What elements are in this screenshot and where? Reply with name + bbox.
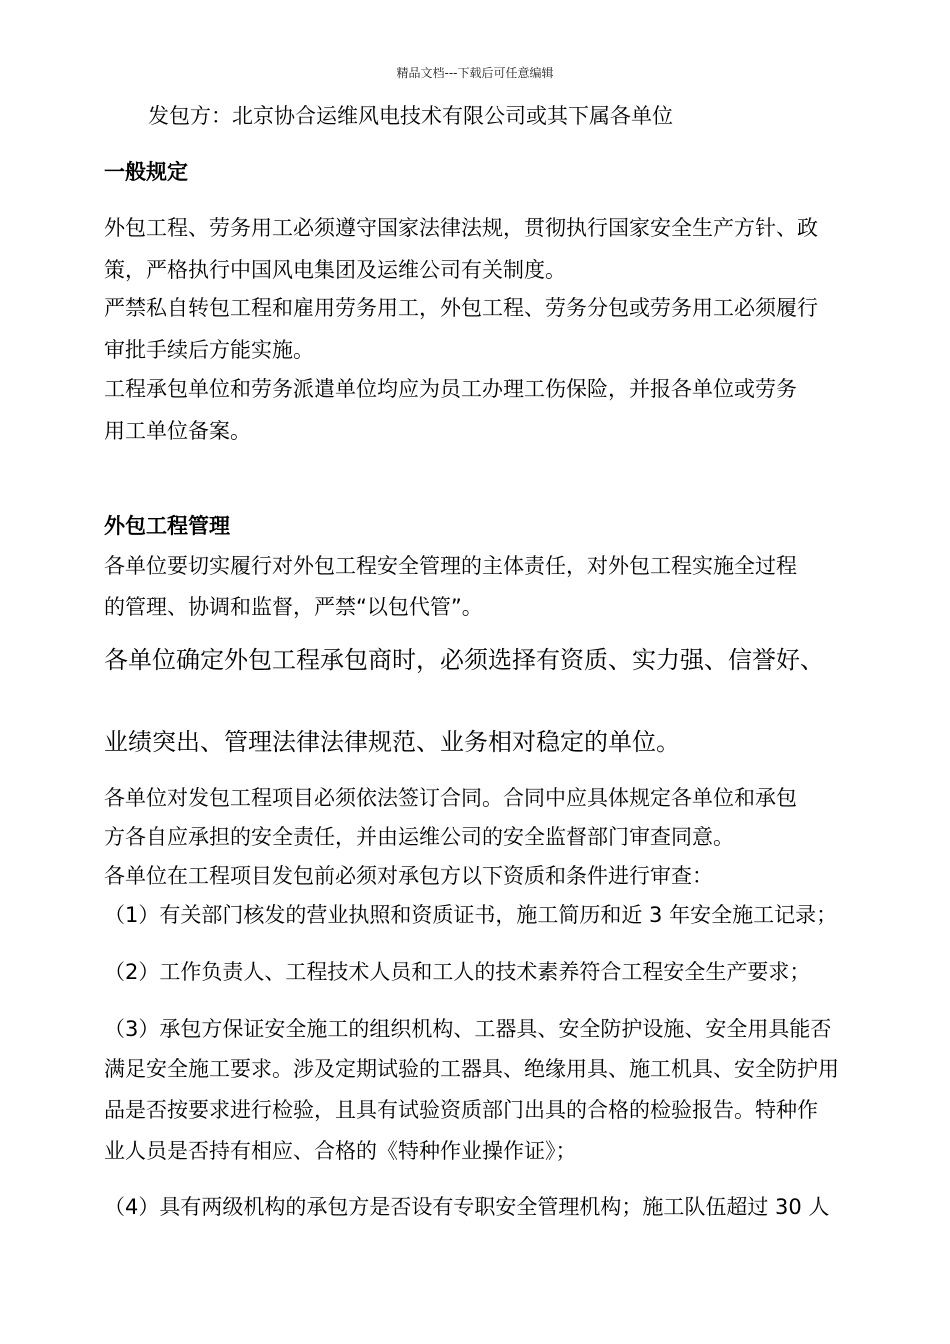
paragraph-line-large: 业绩突出、管理法律法律规范、业务相对稳定的单位。 [104, 728, 680, 756]
paragraph-line: 工程承包单位和劳务派遣单位均应为员工办理工伤保险，并报各单位或劳务 [104, 377, 797, 401]
paragraph-line: 各单位在工程项目发包前必须对承包方以下资质和条件进行审查： [104, 864, 713, 888]
paragraph-line: 方各自应承担的安全责任，并由运维公司的安全监督部门审查同意。 [104, 825, 734, 849]
paragraph-line: 业人员是否持有相应、合格的《特种作业操作证》； [104, 1139, 577, 1163]
paragraph-line: 各单位要切实履行对外包工程安全管理的主体责任，对外包工程实施全过程 [104, 554, 797, 578]
paragraph-line-large: 各单位确定外包工程承包商时，必须选择有资质、实力强、信誉好、 [104, 646, 824, 674]
paragraph-line: 品是否按要求进行检验，且具有试验资质部门出具的合格的检验报告。特种作 [104, 1098, 818, 1122]
header-note: 精品文档---下载后可任意编辑 [396, 66, 554, 80]
paragraph-line: 策，严格执行中国风电集团及运维公司有关制度。 [104, 258, 566, 282]
paragraph-line: 用工单位备案。 [104, 419, 251, 443]
paragraph-line: 外包工程、劳务用工必须遵守国家法律法规，贯彻执行国家安全生产方针、政 [104, 216, 818, 240]
paragraph-line: 严禁私自转包工程和雇用劳务用工，外包工程、劳务分包或劳务用工必须履行 [104, 296, 818, 320]
list-item: （3）承包方保证安全施工的组织机构、工器具、安全防护设施、安全用具能否 [104, 1017, 832, 1041]
list-item: （1）有关部门核发的营业执照和资质证书，施工简历和近 3 年安全施工记录； [104, 903, 838, 927]
paragraph-line: 各单位对发包工程项目必须依法签订合同。合同中应具体规定各单位和承包 [104, 786, 797, 810]
list-item: （4）具有两级机构的承包方是否设有专职安全管理机构；施工队伍超过 30 人 [104, 1195, 830, 1219]
paragraph-line: 的管理、协调和监督，严禁“以包代管”。 [104, 595, 483, 619]
paragraph-line: 审批手续后方能实施。 [104, 338, 314, 362]
paragraph-line: 满足安全施工要求。涉及定期试验的工器具、绝缘用具、施工机具、安全防护用 [104, 1057, 839, 1081]
section-heading-outsourcing: 外包工程管理 [104, 514, 230, 538]
contractor-line: 发包方：北京协合运维风电技术有限公司或其下属各单位 [148, 104, 673, 128]
section-heading-general: 一般规定 [104, 160, 188, 184]
list-item: （2）工作负责人、工程技术人员和工人的技术素养符合工程安全生产要求； [104, 960, 811, 984]
